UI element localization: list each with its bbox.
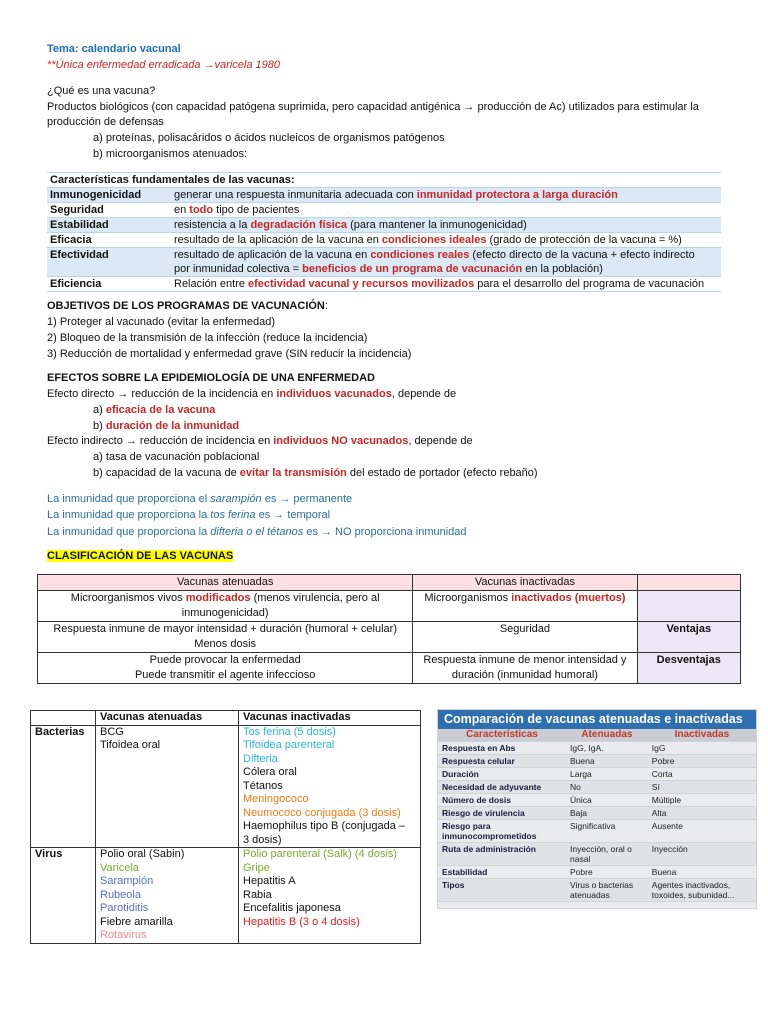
direct-effect: Efecto directo → reducción de la incidencia en individuos vacunados, depende de [47,388,457,400]
cell-inactivated-definition: Microorganismos inactivados (muertos) [413,591,637,622]
bacteria-inactivated-list [239,725,421,848]
objectives-heading: OBJETIVOS DE LOS PROGRAMAS DE VACUNACIÓN: [47,300,328,312]
erradicated-note: **Única enfermedad erradicada →varicela 1980 [47,59,280,71]
direct-effect-a: a) eficacia de la vacuna [93,404,216,416]
classification-table [37,574,741,684]
vaccine-item: Tos ferina (5 dosis) [243,725,336,738]
comparison-cell: Agentes inactivados, toxoides, subunidad... [648,879,756,902]
comparison-image [438,710,756,908]
comparison-cell: Baja [566,807,648,820]
vaccine-item: Cólera oral [243,766,297,778]
objective-3: 3) Reducción de mortalidad y enfermedad grave (SIN reducir la incidencia) [47,348,412,360]
comparison-cell: Pobre [566,866,648,879]
vaccine-item: Hepatitis B (3 o 4 dosis) [243,915,360,928]
vaccine-item: Neumococo conjugada (3 dosis) [243,806,401,819]
comparison-cell: Significativa [566,820,648,843]
char-desc: resistencia a la degradación física (para mantener la inmunogenicidad) [171,218,721,233]
vaccine-item: Tétanos [243,779,283,792]
char-desc: resultado de la aplicación de la vacuna en condiciones ideales (grado de protección de la vacuna = %) [171,233,721,248]
comparison-cell: Buena [648,866,756,879]
virus-inactivated-list [239,848,421,944]
char-desc: generar una respuesta inmunitaria adecuada con inmunidad protectora a larga duración [171,188,721,203]
question-vaccine: ¿Qué es una vacuna? [47,85,156,97]
comparison-cell: Tipos [438,879,566,902]
definition-item-b: b) microorganismos atenuados: [93,148,248,160]
comparison-cell: Única [566,794,648,807]
vaccine-item: Tifoidea oral [100,739,161,751]
comparison-cell: Ruta de administración [438,843,566,866]
comparison-cell: Inyección [648,843,756,866]
comparison-cell: No [566,781,648,794]
comparison-cell: Alta [648,807,756,820]
vaccine-item: Sarampión [100,875,154,887]
char-desc: Relación entre efectividad vacunal y recursos movilizados para el desarrollo del programa de vacunación [171,277,721,292]
vaccine-item: Fiebre amarilla [100,915,173,928]
vaccine-item: Rabia [243,888,272,901]
effects-heading: EFECTOS SOBRE LA EPIDEMIOLOGÍA DE UNA ENFERMEDAD [47,372,375,384]
vaccine-item: Varicela [100,861,139,874]
char-label: Eficacia [47,233,171,248]
direct-effect-b: b) duración de la inmunidad [93,420,240,432]
bv-corner [31,711,96,726]
col-header-inactivated: Vacunas inactivadas [413,575,637,591]
comparison-cell: Duración [438,768,566,781]
vaccine-item: Difteria [243,752,278,765]
virus-attenuated-list [96,848,239,944]
cell-inactivated-disadvantages: Respuesta inmune de menor intensidad y duración (inmunidad humoral) [413,653,637,684]
comparison-cell: Respuesta celular [438,755,566,768]
char-desc: en todo tipo de pacientes [171,203,721,218]
vaccine-item: Haemophilus tipo B (conjugada – [243,820,406,832]
comparison-cell: Pobre [648,755,756,768]
cell-attenuated-advantages: Respuesta inmune de mayor intensidad + duración (humoral + celular) Menos dosis [38,622,413,653]
char-label: Seguridad [47,203,171,218]
col-header-blank [637,575,740,591]
cell-attenuated-definition: Microorganismos vivos modificados (menos virulencia, pero al inmunogenicidad) [38,591,413,622]
bv-row-virus: Virus [31,848,96,944]
definition-item-a: a) proteínas, polisacáridos o ácidos nucleicos de organismos patógenos [93,132,445,144]
vaccine-item: Rotavirus [100,929,147,941]
vaccine-item: Meningococo [243,793,309,805]
row-label-disadvantages: Desventajas [637,653,740,684]
comparison-image-table [438,729,756,902]
cell-inactivated-advantages: Seguridad [413,622,637,653]
row-label-advantages: Ventajas [637,622,740,653]
objective-1: 1) Proteger al vacunado (evitar la enfermedad) [47,316,276,328]
classification-heading: CLASIFICACIÓN DE LAS VACUNAS [47,550,234,562]
vaccine-item: Parotiditis [100,902,149,914]
comparison-cell: Estabilidad [438,866,566,879]
bv-row-bacteria: Bacterias [31,725,96,848]
comparison-cell: Larga [566,768,648,781]
comparison-cell: Riesgo de virulencia [438,807,566,820]
comparison-cell: Sí [648,781,756,794]
vaccine-item: Gripe [243,861,270,874]
comparison-cell: Múltiple [648,794,756,807]
vaccine-item: Encefalitis japonesa [243,902,341,914]
cell-blank [637,591,740,622]
immunity-pertussis: La inmunidad que proporciona la tos ferina es → temporal [47,509,331,521]
char-label: Eficiencia [47,277,171,292]
definition-line-2: producción de defensas [47,116,164,128]
bacteria-attenuated-list [96,725,239,848]
vaccine-item: Polio oral (Sabin) [100,848,185,860]
comparison-cell: Buena [566,755,648,768]
comparison-cell: Riesgo para inmunocomprometidos [438,820,566,843]
comparison-cell: Número de dosis [438,794,566,807]
bacteria-virus-table [30,710,421,944]
vaccine-item: Tifoidea parenteral [243,739,335,751]
comparison-header: Atenuadas [566,729,648,742]
vaccine-item: Hepatitis A [243,875,296,887]
cell-attenuated-disadvantages: Puede provocar la enfermedad Puede transmitir el agente infeccioso [38,653,413,684]
objective-2: 2) Bloqueo de la transmisión de la infección (reduce la incidencia) [47,332,368,344]
bv-header-attenuated: Vacunas atenuadas [96,711,239,726]
indirect-effect-b: b) capacidad de la vacuna de evitar la transmisión del estado de portador (efecto rebaño) [93,467,538,479]
comparison-cell: Respuesta en Abs [438,742,566,755]
char-desc: resultado de aplicación de la vacuna en condiciones reales (efecto directo de la vacuna + efecto indirecto por inmunidad colectiva = beneficios de un programa de vacunación en la población) [171,248,721,277]
vaccine-item: BCG [100,725,124,738]
definition-line-1: Productos biológicos (con capacidad patógena suprimida, pero capacidad antigénica → producción de Ac) utilizados para estimular la [47,101,699,113]
comparison-header: Características [438,729,566,742]
characteristics-table [47,172,721,292]
comparison-cell: Virus o bacterias atenuadas [566,879,648,902]
vaccine-item: 3 dosis) [243,833,282,846]
comparison-cell: Inyección, oral o nasal [566,843,648,866]
char-label: Estabilidad [47,218,171,233]
bv-header-inactivated: Vacunas inactivadas [239,711,421,726]
topic-title: Tema: calendario vacunal [47,43,181,55]
char-label: Efectividad [47,248,171,277]
immunity-measles: La inmunidad que proporciona el sarampión es → permanente [47,493,353,505]
indirect-effect-a: a) tasa de vacunación poblacional [93,451,260,463]
vaccine-item: Polio parenteral (Salk) (4 dosis) [243,848,398,860]
comparison-cell: IgG, IgA. [566,742,648,755]
comparison-header: Inactivadas [648,729,756,742]
col-header-attenuated: Vacunas atenuadas [38,575,413,591]
comparison-cell: Corta [648,768,756,781]
comparison-cell: Necesidad de adyuvante [438,781,566,794]
characteristics-title: Características fundamentales de las vacunas: [47,173,721,188]
comparison-image-title: Comparación de vacunas atenuadas e inactivadas [438,710,756,729]
comparison-cell: IgG [648,742,756,755]
indirect-effect: Efecto indirecto → reducción de incidencia en individuos NO vacunados, depende de [47,435,473,447]
vaccine-item: Rubeola [100,888,141,901]
immunity-diphtheria-tetanus: La inmunidad que proporciona la difteria o el tétanos es → NO proporciona inmunidad [47,526,467,538]
comparison-cell: Ausente [648,820,756,843]
char-label: Inmunogenicidad [47,188,171,203]
